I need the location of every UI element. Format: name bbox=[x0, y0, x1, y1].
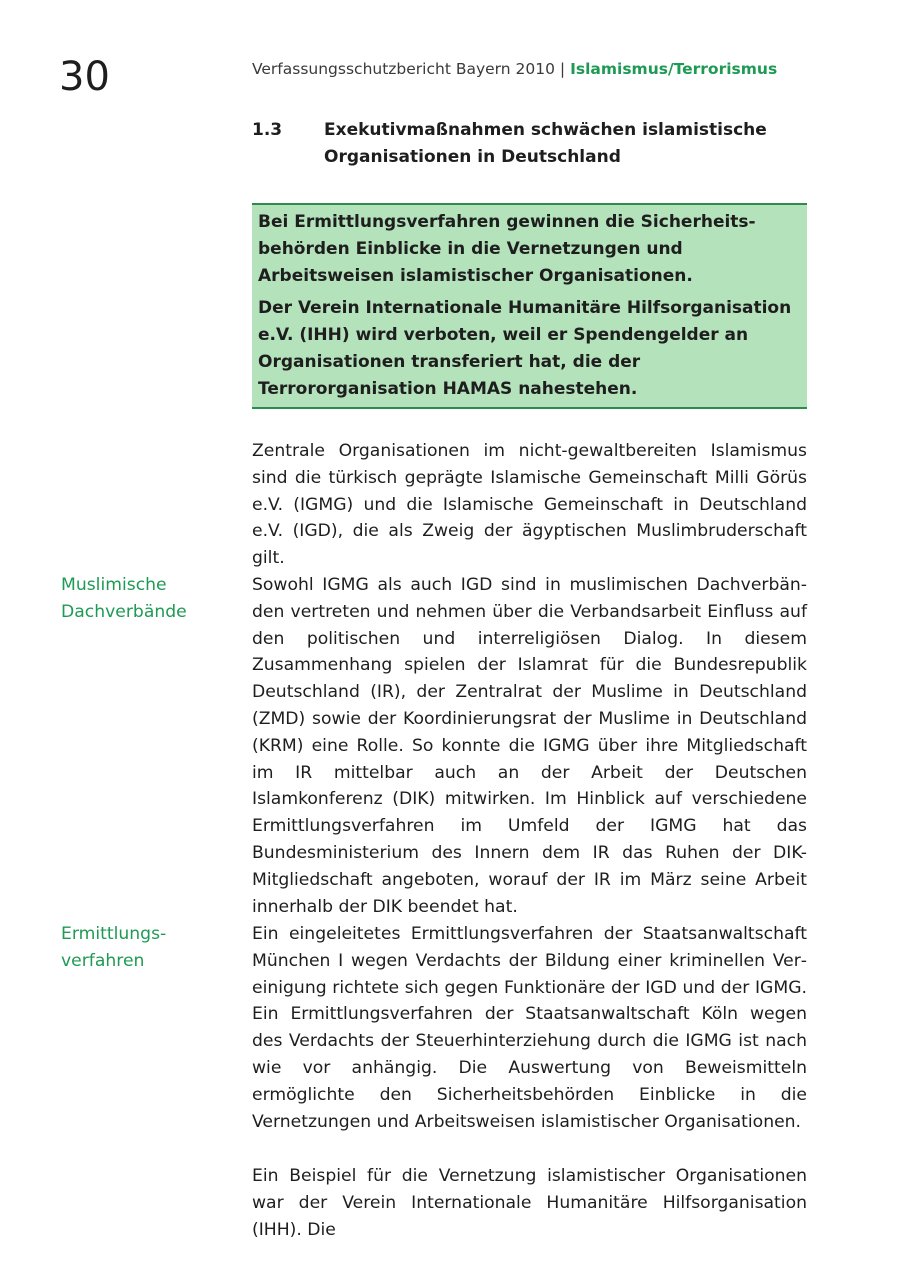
section-title-line-1: Exekutivmaßnahmen schwächen islamistische bbox=[324, 120, 767, 140]
header-section: Islamismus/Terrorismus bbox=[570, 60, 778, 78]
summary-paragraph-1: Bei Ermittlungsverfahren gewinnen die Sicherheitsbehörden Einblicke in die Vernetzungen und Arbeitsweisen islamistischer Organisationen. bbox=[258, 212, 756, 286]
margin-note-dachverbaende-line-1: Muslimische bbox=[61, 575, 167, 595]
section-title-line-2: Organisationen in Deutschland bbox=[324, 147, 621, 167]
body-paragraph-dachverbaende bbox=[252, 572, 807, 920]
section-heading bbox=[252, 117, 812, 171]
page-number: 30 bbox=[59, 54, 110, 100]
intro-text: Zentrale Organisationen im nicht-gewaltbereiten Islamismus sind die türkisch geprägte Islamische Gemeinschaft Milli Görüs e.V. (IGMG) und die Islamische Gemeinschaft in Deutschland e.V. (IGD), die als Zweig der ägyptischen Muslimbruderschaft gilt. bbox=[252, 441, 807, 569]
body-paragraph-ihh bbox=[252, 1163, 807, 1243]
running-header bbox=[252, 59, 777, 79]
dachverbaende-text: Sowohl IGMG als auch IGD sind in muslimischen Dachverbänden vertreten und nehmen über die Verbandsarbeit Einfluss auf den politischen und interreligiösen Dialog. In diesem Zusammenhang spielen der Islamrat für die Bundesrepublik Deutschland (IR), der Zentralrat der Muslime in Deutschland (ZMD) sowie der Koordinierungsrat der Muslime in Deutschland (KRM) eine Rolle. So konnte die IGMG über ihre Mitgliedschaft im IR mittelbar auch an der Arbeit der Deutschen Islamkonferenz (DIK) mitwirken. Im Hinblick auf verschiedene Ermittlungsverfahren im Umfeld der IGMG hat das Bundesministerium des Innern dem IR das Ruhen der DIK-Mitgliedschaft angeboten, worauf der IR im März seine Arbeit innerhalb der DIK beendet hat. bbox=[252, 575, 807, 917]
section-number: 1.3 bbox=[252, 120, 283, 140]
body-paragraph-intro bbox=[252, 438, 807, 572]
margin-note-dachverbaende-line-2: Dachverbände bbox=[61, 601, 187, 622]
margin-note-ermittlungsverfahren-line-2: verfahren bbox=[61, 950, 145, 971]
ermittlungsverfahren-text: Ein eingeleitetes Ermittlungsverfahren der Staatsanwaltschaft München I wegen Verdachts der Bildung einer kriminellen Vereinigung richtete sich gegen Funktionäre der IGD und der IGMG. Ein Ermittlungsverfahren der Staatsanwaltschaft Köln wegen des Verdachts der Steuerhinterziehung durch die IGMG ist nach wie vor anhängig. Die Auswertung von Beweismitteln ermöglichte den Sicherheitsbehörden Einblicke in die Vernetzungen und Arbeitsweisen islamistischer Organisationen. bbox=[252, 924, 807, 1132]
margin-note-ermittlungsverfahren bbox=[61, 921, 231, 975]
body-paragraph-ermittlungsverfahren bbox=[252, 921, 807, 1135]
ihh-text: Ein Beispiel für die Vernetzung islamistischer Organisationen war der Verein Internationale Humanitäre Hilfsorganisation (IHH). Die bbox=[252, 1166, 807, 1240]
summary-paragraph-2: Der Verein Internationale Humanitäre Hilfsorganisation e.V. (IHH) wird verboten, weil er Spendengelder an Organisationen transferiert hat, die der Terrororganisation HAMAS nahestehen. bbox=[258, 298, 792, 399]
summary-box bbox=[252, 203, 807, 409]
header-title: Verfassungsschutzbericht Bayern 2010 bbox=[252, 60, 555, 78]
margin-note-ermittlungsverfahren-line-1: Ermittlungs- bbox=[61, 924, 167, 944]
margin-note-dachverbaende bbox=[61, 572, 231, 626]
header-separator: | bbox=[559, 60, 566, 78]
